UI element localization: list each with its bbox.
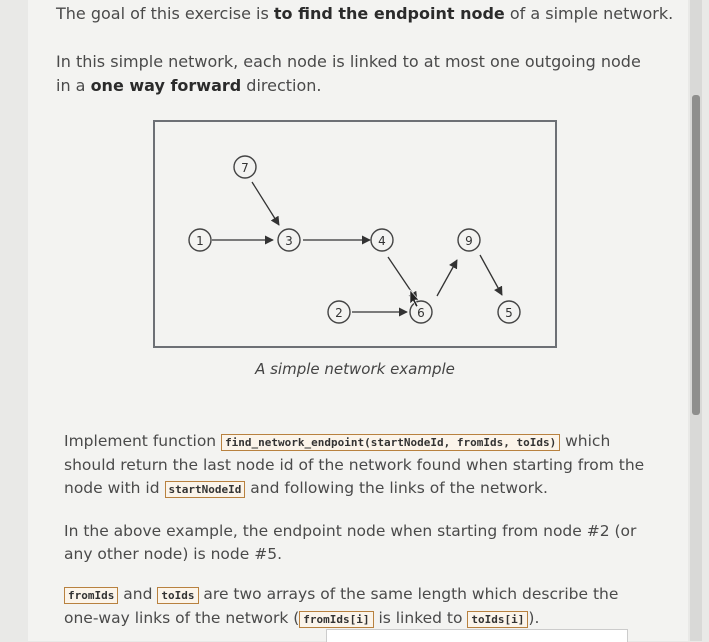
intro-goal-a: The goal of this exercise is xyxy=(56,4,274,23)
node-1 xyxy=(189,229,211,251)
implement-paragraph xyxy=(64,430,654,501)
p1-text-b: which should return the last node id of the network found when starting from the node with id xyxy=(64,432,645,497)
edge-7-3 xyxy=(252,182,279,225)
svg-text:3: 3 xyxy=(285,234,293,248)
node-2 xyxy=(328,301,350,323)
p3-text-d: ). xyxy=(528,609,540,627)
svg-text:1: 1 xyxy=(196,234,204,248)
start-node-id-code: startNodeId xyxy=(165,481,246,498)
node-9 xyxy=(458,229,480,251)
p1-text-a: Implement function xyxy=(64,432,222,450)
network-diagram xyxy=(153,120,557,348)
node-3 xyxy=(278,229,300,251)
from-ids-i-code: fromIds[i] xyxy=(299,611,373,628)
p3-text-a: and xyxy=(118,585,158,603)
example-paragraph: In the above example, the endpoint node when starting from node #2 (or any other node) is node #5. xyxy=(64,522,637,563)
svg-text:6: 6 xyxy=(417,306,425,320)
diagram-caption: A simple network example xyxy=(255,360,455,378)
svg-text:5: 5 xyxy=(505,306,513,320)
intro-goal-bold: to find the endpoint node xyxy=(273,4,505,23)
intro-goal-text xyxy=(56,4,673,23)
svg-text:4: 4 xyxy=(378,234,386,248)
bottom-panel-tab[interactable] xyxy=(326,629,628,642)
p3-text-c: is linked to xyxy=(373,609,468,627)
intro-network-text xyxy=(56,50,656,98)
intro-network-bold: one way forward xyxy=(90,76,242,95)
edge-6-9 xyxy=(437,260,457,296)
intro-network-a: In this simple network, each node is linked to at most one outgoing node in a xyxy=(56,52,641,95)
intro-network-c: direction. xyxy=(241,76,322,95)
node-5 xyxy=(498,301,520,323)
svg-text:2: 2 xyxy=(335,306,343,320)
intro-goal-c: of a simple network. xyxy=(504,4,674,23)
p1-text-c: and following the links of the network. xyxy=(245,479,548,497)
svg-text:7: 7 xyxy=(241,161,249,175)
to-ids-i-code: toIds[i] xyxy=(467,611,528,628)
edge-9-5 xyxy=(480,255,502,295)
p3-text-b: are two arrays of the same length which describe the one-way links of the network ( xyxy=(64,585,619,627)
from-ids-code: fromIds xyxy=(64,587,118,604)
svg-text:9: 9 xyxy=(465,234,473,248)
to-ids-code: toIds xyxy=(157,587,198,604)
function-signature-code: find_network_endpoint(startNodeId, fromIds, toIds) xyxy=(221,434,560,451)
node-7 xyxy=(234,156,256,178)
node-4 xyxy=(371,229,393,251)
scrollbar-thumb[interactable] xyxy=(692,95,700,415)
arrays-paragraph xyxy=(64,583,654,631)
node-6 xyxy=(410,301,432,323)
network-diagram-svg xyxy=(155,122,555,346)
